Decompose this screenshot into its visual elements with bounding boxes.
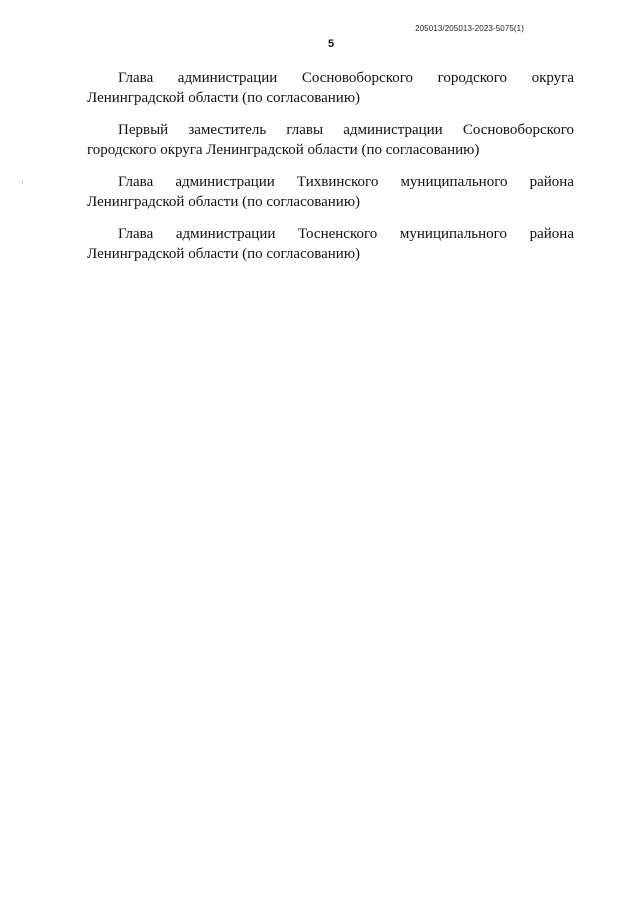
paragraph-sosnovoborsky-head — [87, 68, 574, 108]
paragraph-second-line: Ленинградской области (по согласованию) — [87, 246, 361, 262]
word: администрации — [175, 174, 275, 190]
word: главы — [286, 122, 324, 138]
word: муниципального — [399, 226, 507, 242]
word: администрации — [175, 226, 276, 242]
paragraph-second-line: Ленинградской области (по согласованию) — [87, 90, 361, 106]
paragraph-first-line — [87, 172, 574, 192]
word: Тосненского — [298, 226, 378, 242]
paragraph-first-line — [87, 120, 574, 140]
word: района — [529, 174, 574, 190]
word: Глава — [118, 226, 154, 242]
word: администрации — [177, 70, 278, 86]
paragraph-tikhvinsky-head — [87, 172, 574, 212]
word: заместитель — [188, 122, 267, 138]
paragraph-tosnensky-head — [87, 224, 574, 264]
paragraph-sosnovoborsky-deputy — [87, 120, 574, 160]
word: Тихвинского — [296, 174, 379, 190]
word: Первый — [118, 122, 169, 138]
paragraph-second-line: городского округа Ленинградской области (по согласованию) — [87, 142, 480, 158]
word: Сосновоборского — [301, 70, 413, 86]
word: администрации — [343, 122, 443, 138]
page-number: 5 — [327, 38, 335, 50]
word: Глава — [118, 70, 154, 86]
word: округа — [531, 70, 574, 86]
document-registration-number: 205013/205013-2023-5075(1) — [415, 24, 524, 33]
scan-margin-mark — [22, 180, 23, 184]
word: Глава — [118, 174, 154, 190]
word: Сосновоборского — [462, 122, 574, 138]
word: городского — [437, 70, 508, 86]
paragraph-second-line: Ленинградской области (по согласованию) — [87, 194, 361, 210]
paragraph-first-line — [87, 224, 574, 244]
word: муниципального — [400, 174, 508, 190]
paragraph-first-line — [87, 68, 574, 88]
word: района — [529, 226, 574, 242]
